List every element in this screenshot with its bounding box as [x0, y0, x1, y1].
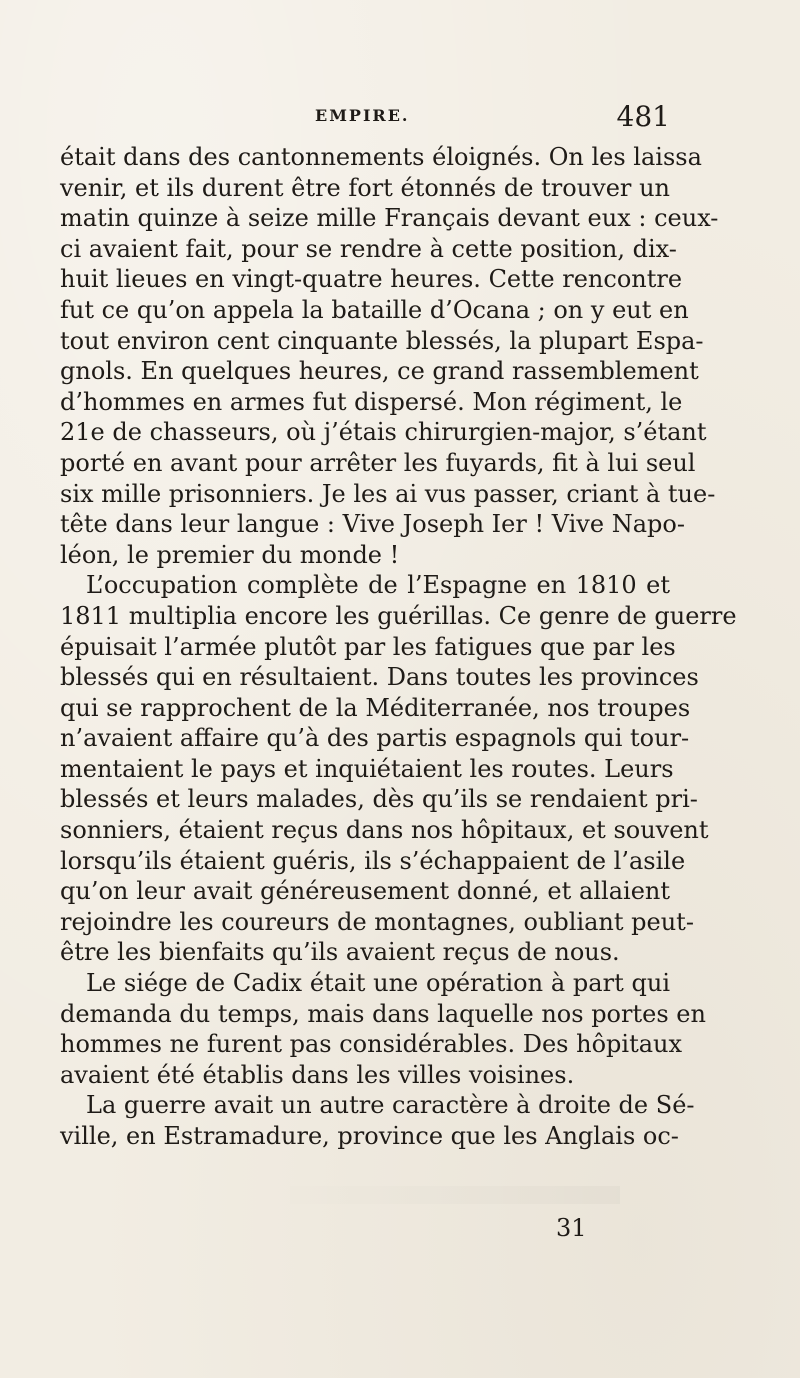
text-line: épuisait l’armée plutôt par les fatigues que par les — [60, 632, 676, 661]
text-line: rejoindre les coureurs de montagnes, oubliant peut- — [60, 907, 694, 936]
text-line: La guerre avait un autre caractère à droite de Sé- — [86, 1091, 695, 1120]
running-head: EMPIRE. — [315, 106, 410, 125]
text-line: sonniers, étaient reçus dans nos hôpitaux, et souvent — [60, 816, 709, 845]
text-line: d’hommes en armes fut dispersé. Mon régiment, le — [60, 387, 683, 416]
text-line: blessés et leurs malades, dès qu’ils se rendaient pri- — [60, 785, 698, 814]
paragraph-4 — [60, 1090, 695, 1151]
text-line: venir, et ils durent être fort étonnés de trouver un — [60, 173, 670, 202]
paragraph-1 — [60, 142, 719, 570]
text-line: qui se rapprochent de la Méditerranée, nos troupes — [60, 693, 691, 722]
page-number: 481 — [616, 100, 670, 133]
body-text — [60, 142, 737, 1152]
text-line: être les bienfaits qu’ils avaient reçus de nous. — [60, 938, 620, 967]
text-line: matin quinze à seize mille Français devant eux : ceux- — [60, 204, 719, 233]
text-line: porté en avant pour arrêter les fuyards, fit à lui seul — [60, 448, 696, 477]
page-header — [60, 102, 670, 138]
text-line: blessés qui en résultaient. Dans toutes les provinces — [60, 663, 699, 692]
text-line: qu’on leur avait généreusement donné, et allaient — [60, 877, 670, 906]
text-line: tout environ cent cinquante blessés, la plupart Espa- — [60, 326, 704, 355]
text-line: était dans des cantonnements éloignés. On les laissa — [60, 143, 702, 171]
paragraph-3 — [60, 968, 706, 1090]
text-line: huit lieues en vingt-quatre heures. Cette rencontre — [60, 265, 683, 294]
text-line: mentaient le pays et inquiétaient les routes. Leurs — [60, 754, 674, 783]
text-line: L’occupation complète de l’Espagne en 1810 et — [86, 571, 670, 600]
text-line: ville, en Estramadure, province que les Anglais oc- — [60, 1122, 679, 1150]
text-line: six mille prisonniers. Je les ai vus passer, criant à tue- — [60, 479, 716, 508]
text-line: fut ce qu’on appela la bataille d’Ocana ; on y eut en — [60, 295, 689, 324]
show-through-mark — [290, 1186, 620, 1204]
text-line: 1811 multiplia encore les guérillas. Ce genre de guerre — [60, 601, 737, 630]
text-line: avaient été établis dans les villes voisines. — [60, 1060, 575, 1089]
text-line: Le siége de Cadix était une opération à part qui — [86, 969, 670, 998]
text-line: tête dans leur langue : Vive Joseph Ier ! Vive Napo- — [60, 510, 685, 539]
text-line: demanda du temps, mais dans laquelle nos portes en — [60, 999, 706, 1028]
text-line: léon, le premier du monde ! — [60, 540, 400, 569]
signature-mark: 31 — [556, 1214, 587, 1242]
text-line: 21e de chasseurs, où j’étais chirurgien-major, s’étant — [60, 418, 707, 447]
paragraph-2 — [60, 570, 737, 968]
text-line: n’avaient affaire qu’à des partis espagnols qui tour- — [60, 724, 690, 753]
text-line: ci avaient fait, pour se rendre à cette position, dix- — [60, 234, 677, 263]
text-line: lorsqu’ils étaient guéris, ils s’échappaient de l’asile — [60, 846, 686, 875]
text-line: hommes ne furent pas considérables. Des hôpitaux — [60, 1030, 683, 1059]
text-line: gnols. En quelques heures, ce grand rassemblement — [60, 357, 699, 386]
